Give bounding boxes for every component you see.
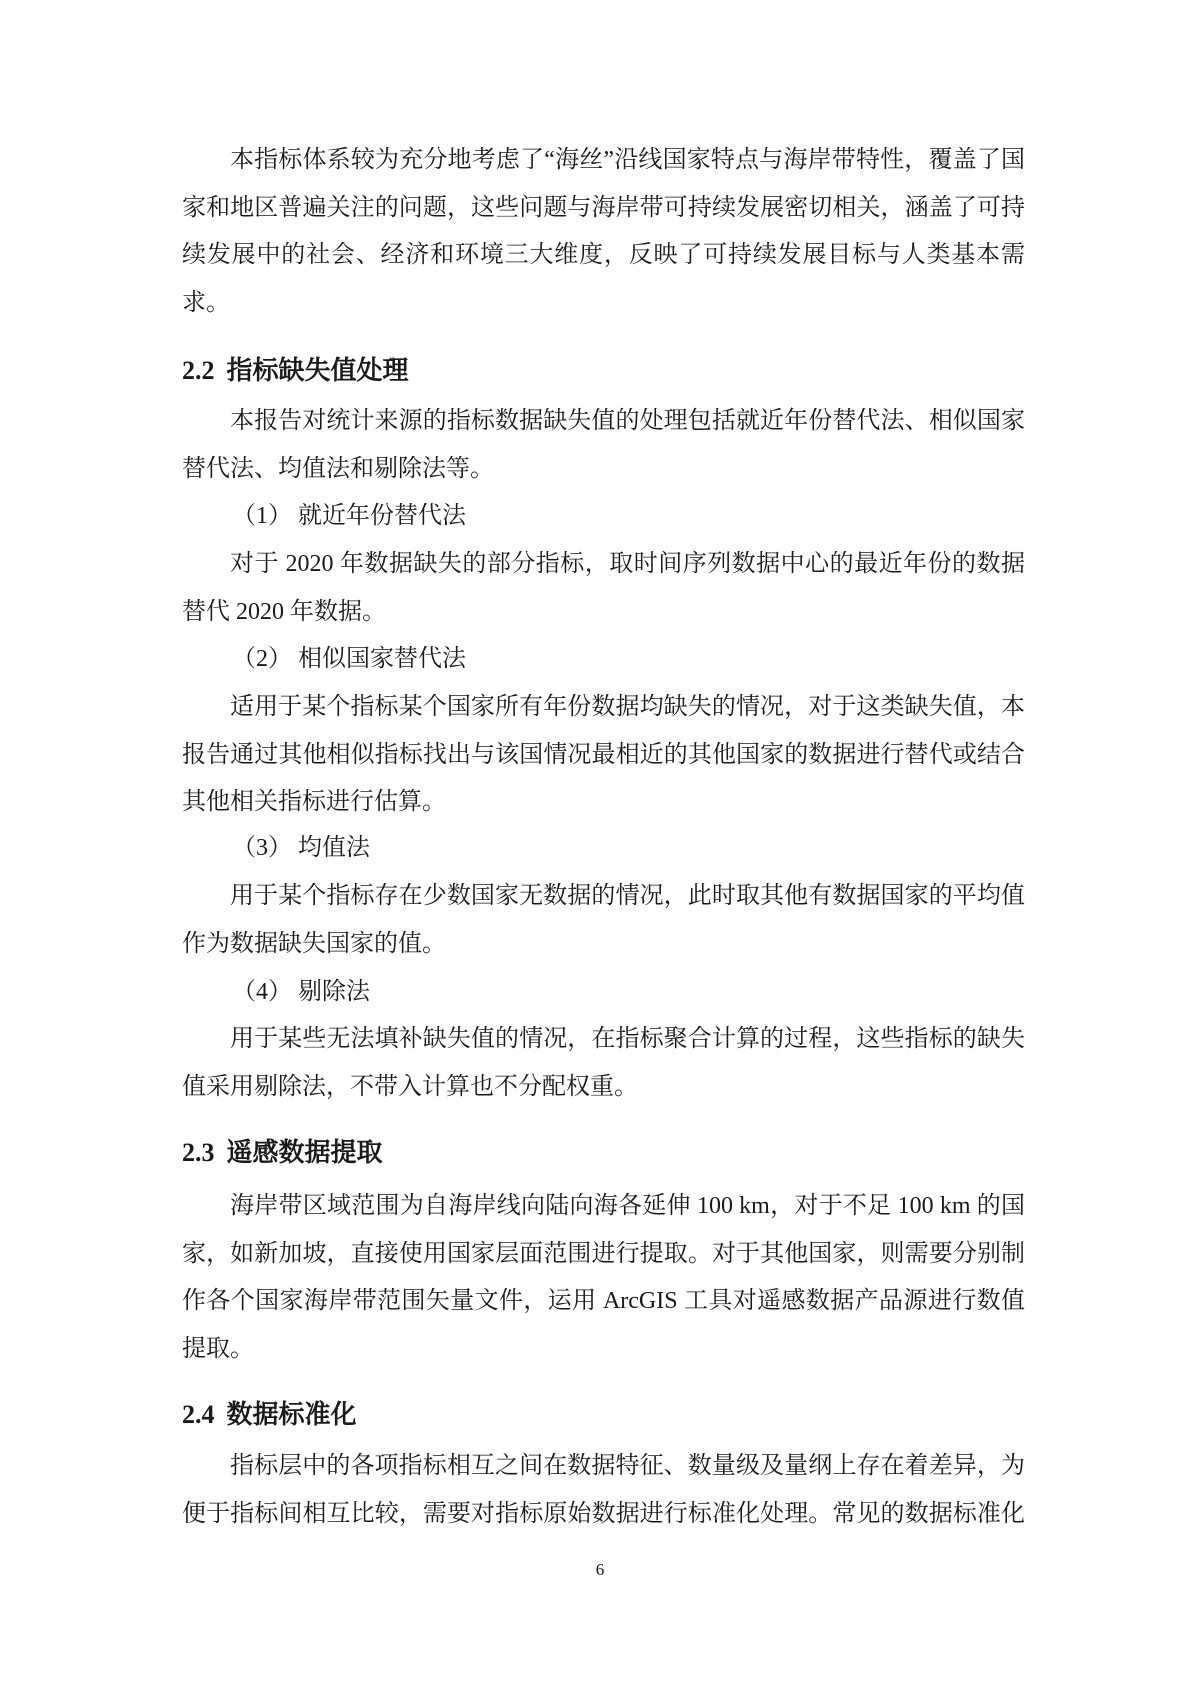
section-number: 2.3 (182, 1138, 215, 1167)
method-4-label: （4） 剔除法 (232, 979, 370, 1005)
section-heading-2-2 (182, 347, 1025, 395)
section-2-4-text: 指标层中的各项指标相互之间在数据特征、数量级及量纲上存在着差异，为便于指标间相互比较，需要对指标原始数据进行标准化处理。常见的数据标准化 (182, 1453, 1025, 1527)
section-number: 2.4 (182, 1400, 215, 1429)
section-title: 指标缺失值处理 (226, 356, 409, 385)
section-heading-2-3 (182, 1129, 1025, 1177)
section-title: 遥感数据提取 (226, 1138, 383, 1167)
section-2-3-text: 海岸带区域范围为自海岸线向陆向海各延伸 100 km，对于不足 100 km 的国家，如新加坡，直接使用国家层面范围进行提取。对于其他国家，则需要分别制作各个国家海岸带范围矢量文件，运用 ArcGIS 工具对遥感数据产品源进行数值提取。 (182, 1193, 1025, 1362)
method-4-text: 用于某些无法填补缺失值的情况，在指标聚合计算的过程，这些指标的缺失值采用剔除法，不带入计算也不分配权重。 (182, 1026, 1025, 1100)
method-3-text: 用于某个指标存在少数国家无数据的情况，此时取其他有数据国家的平均值作为数据缺失国家的值。 (182, 883, 1025, 957)
section-title: 数据标准化 (226, 1400, 357, 1429)
section-number: 2.2 (182, 356, 215, 385)
method-3-label: （3） 均值法 (232, 835, 370, 861)
method-2-label: （2） 相似国家替代法 (232, 646, 466, 672)
method-1-label: （1） 就近年份替代法 (232, 503, 466, 529)
method-2-text: 适用于某个指标某个国家所有年份数据均缺失的情况，对于这类缺失值，本报告通过其他相似指标找出与该国情况最相近的其他国家的数据进行替代或结合其他相关指标进行估算。 (182, 694, 1025, 815)
intro-paragraph: 本指标体系较为充分地考虑了“海丝”沿线国家特点与海岸带特性，覆盖了国家和地区普遍关注的问题，这些问题与海岸带可持续发展密切相关，涵盖了可持续发展中的社会、经济和环境三大维度，反映了可持续发展目标与人类基本需求。 (182, 147, 1025, 316)
section-2-2-intro: 本报告对统计来源的指标数据缺失值的处理包括就近年份替代法、相似国家替代法、均值法和剔除法等。 (182, 408, 1025, 482)
page-number: 6 (595, 1560, 605, 1579)
method-1-text: 对于 2020 年数据缺失的部分指标，取时间序列数据中心的最近年份的数据替代 2020 年数据。 (182, 551, 1025, 625)
section-heading-2-4 (182, 1391, 1025, 1439)
